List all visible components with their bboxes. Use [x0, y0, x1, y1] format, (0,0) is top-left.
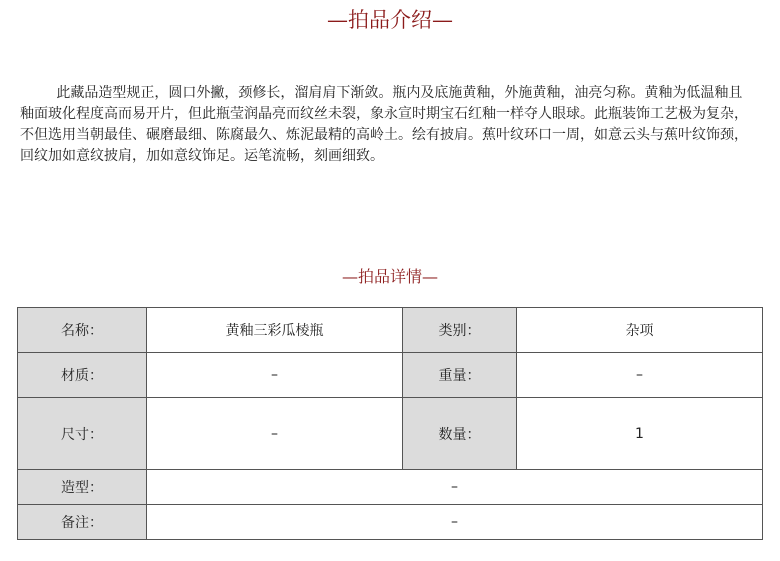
notes-label: 备注：	[18, 505, 147, 540]
details-table	[17, 307, 763, 540]
name-label: 名称：	[18, 308, 147, 353]
material-label: 材质：	[18, 353, 147, 398]
quantity-value: 1	[517, 398, 763, 470]
row-shape	[18, 470, 763, 505]
material-value: –	[147, 353, 403, 398]
size-value: –	[147, 398, 403, 470]
category-value: 杂项	[517, 308, 763, 353]
shape-label: 造型：	[18, 470, 147, 505]
quantity-label: 数量：	[403, 398, 517, 470]
shape-value: –	[147, 470, 763, 505]
category-label: 类别：	[403, 308, 517, 353]
intro-title: —拍品介绍—	[327, 8, 453, 32]
weight-value: –	[517, 353, 763, 398]
notes-value: –	[147, 505, 763, 540]
row-notes	[18, 505, 763, 540]
details-title: —拍品详情—	[341, 267, 438, 286]
row-name-category	[18, 308, 763, 353]
name-value: 黄釉三彩瓜棱瓶	[147, 308, 403, 353]
intro-description: 此藏品造型规正，圆口外撇，颈修长，溜肩肩下渐敛。瓶内及底施黄釉，外施黄釉，油亮匀称。黄釉为低温釉且釉面玻化程度高而易开片，但此瓶莹润晶亮而纹丝未裂，象永宣时期宝石红釉一样夺人眼球。此瓶装饰工艺极为复杂，不但选用当朝最佳、碾磨最细、陈腐最久、炼泥最精的高岭土。绘有披肩。蕉叶纹环口一周，如意云头与蕉叶纹饰颈，回纹加如意纹披肩，加如意纹饰足。运笔流畅，刻画细致。	[20, 85, 748, 164]
weight-label: 重量：	[403, 353, 517, 398]
row-size-quantity	[18, 398, 763, 470]
row-material-weight	[18, 353, 763, 398]
size-label: 尺寸：	[18, 398, 147, 470]
